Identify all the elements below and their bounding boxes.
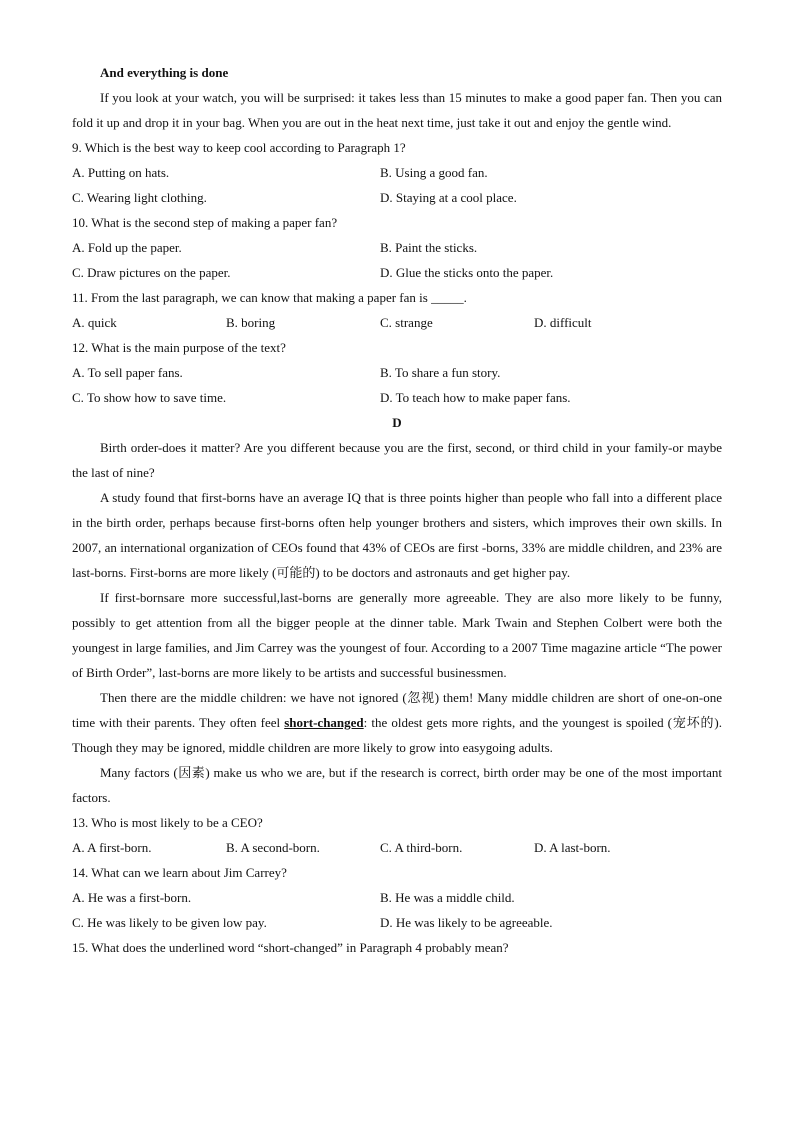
section-heading: And everything is done — [100, 65, 229, 80]
option: D. He was likely to be agreeable. — [380, 915, 553, 930]
paragraph — [72, 685, 722, 760]
options-row — [72, 835, 722, 860]
paragraph: Birth order-does it matter? Are you different because you are the first, second, or third child in your family-or maybe the last of nine? — [72, 440, 722, 480]
paragraph: A study found that first-borns have an average IQ that is three points higher than people who fall into a different place in the birth order, perhaps because first-borns often help younger brothers and sisters, which improves their own skills. In 2007, an international organization of CEOs found that 43% of CEOs are first -borns, 33% are middle children, and 23% are last-borns. First-borns are more likely (可能的) to be doctors and astronauts and get higher pay. — [72, 490, 722, 580]
question-stem: 11. From the last paragraph, we can know that making a paper fan is _____. — [72, 290, 467, 305]
options-row — [72, 260, 722, 285]
option: D. A last-born. — [534, 840, 611, 855]
option: A. A first-born. — [72, 840, 152, 855]
option: A. Fold up the paper. — [72, 240, 182, 255]
question-stem: 12. What is the main purpose of the text? — [72, 340, 286, 355]
option: B. boring — [226, 315, 276, 330]
option: C. He was likely to be given low pay. — [72, 915, 267, 930]
option: C. A third-born. — [380, 840, 463, 855]
option: C. strange — [380, 315, 433, 330]
paragraph-text: : the oldest gets more rights, and the youngest is spoiled (宠坏的). Though they may be ignored, middle children are more likely to grow into easygoing adults. — [72, 715, 722, 755]
options-row — [72, 360, 722, 385]
option: A. quick — [72, 315, 117, 330]
question-stem: 15. What does the underlined word “short-changed” in Paragraph 4 probably mean? — [72, 940, 509, 955]
options-row — [72, 885, 722, 910]
option: D. Staying at a cool place. — [380, 190, 517, 205]
question-stem: 9. Which is the best way to keep cool according to Paragraph 1? — [72, 140, 406, 155]
option: D. To teach how to make paper fans. — [380, 390, 571, 405]
option: B. Using a good fan. — [380, 165, 488, 180]
option: D. difficult — [534, 315, 592, 330]
option: C. Draw pictures on the paper. — [72, 265, 231, 280]
option: A. He was a first-born. — [72, 890, 192, 905]
question-stem: 13. Who is most likely to be a CEO? — [72, 815, 263, 830]
section-label: D — [392, 415, 402, 430]
option: C. Wearing light clothing. — [72, 190, 207, 205]
option: C. To show how to save time. — [72, 390, 227, 405]
question-stem: 14. What can we learn about Jim Carrey? — [72, 865, 287, 880]
paragraph: If first-bornsare more successful,last-borns are generally more agreeable. They are also more likely to be funny, possibly to get attention from all the bigger people at the dinner table. Mark Twain and Stephen Colbert were both the youngest in large families, and Jim Carrey was the youngest of four. According to a 2007 Time magazine article “The power of Birth Order”, last-borns are more likely to be artists and successful businessmen. — [72, 590, 722, 680]
options-row — [72, 235, 722, 260]
option: A. Putting on hats. — [72, 165, 170, 180]
option: B. Paint the sticks. — [380, 240, 478, 255]
paragraph-text: Then there are the middle children: we have not ignored (忽视) them! Many middle children are short of one-on-one time with their parents. They often feel — [72, 690, 722, 730]
options-row — [72, 910, 722, 935]
paragraph: If you look at your watch, you will be surprised: it takes less than 15 minutes to make a good paper fan. Then you can fold it up and drop it in your bag. When you are out in the heat next time, just take it out and enjoy the gentle wind. — [72, 90, 722, 130]
option: A. To sell paper fans. — [72, 365, 183, 380]
options-row — [72, 310, 722, 335]
options-row — [72, 385, 722, 410]
option: B. He was a middle child. — [380, 890, 515, 905]
option: B. A second-born. — [226, 840, 320, 855]
question-stem: 10. What is the second step of making a paper fan? — [72, 215, 338, 230]
document-page — [72, 60, 722, 960]
option: B. To share a fun story. — [380, 365, 501, 380]
options-row — [72, 185, 722, 210]
options-row — [72, 160, 722, 185]
paragraph: Many factors (因素) make us who we are, but if the research is correct, birth order may be one of the most important factors. — [72, 765, 722, 805]
option: D. Glue the sticks onto the paper. — [380, 265, 554, 280]
underlined-word: short-changed — [284, 715, 364, 730]
